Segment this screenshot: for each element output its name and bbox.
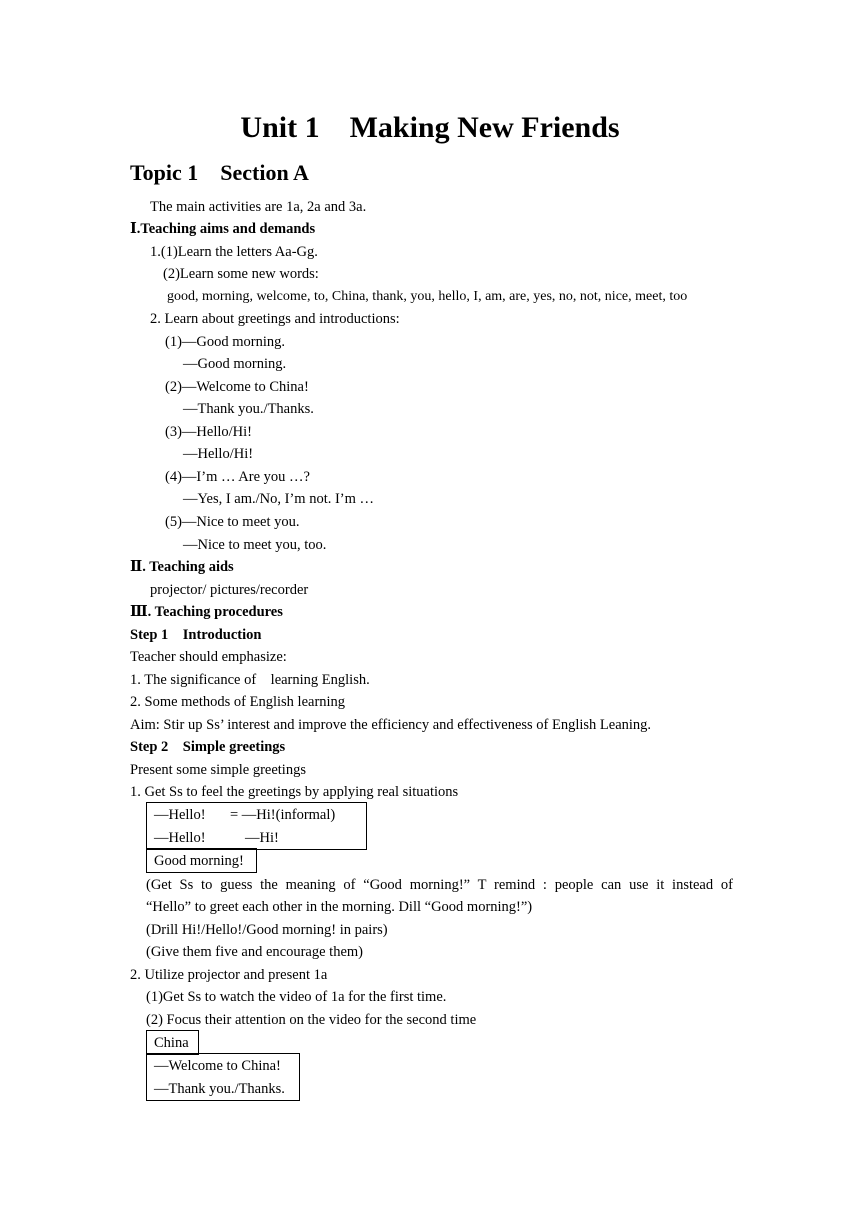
guess-line-1: (Get Ss to guess the meaning of “Good morning!” T remind : people can use it instead of <box>146 877 733 893</box>
aids-content: projector/ pictures/recorder <box>150 582 309 598</box>
dialog-1-answer: —Good morning. <box>183 356 287 372</box>
step1-line: 1. The significance of learning English. <box>130 672 370 688</box>
aims-item-1-2: (2)Learn some new words: <box>163 266 319 282</box>
dialog-4-question: (4)—I’m … Are you …? <box>165 469 310 485</box>
step2-item-2: 2. Utilize projector and present 1a <box>130 967 328 983</box>
dialog-3-answer: —Hello/Hi! <box>183 446 254 462</box>
china-box-text: China <box>154 1035 189 1051</box>
dialog-1-question: (1)—Good morning. <box>165 334 286 350</box>
give-five-line: (Give them five and encourage them) <box>146 944 364 960</box>
welcome-box-line-1: —Welcome to China! <box>154 1058 281 1074</box>
aims-item-1-1: 1.(1)Learn the letters Aa-Gg. <box>150 244 318 260</box>
step1-aim: Aim: Stir up Ss’ interest and improve the efficiency and effectiveness of English Leaning. <box>130 717 652 733</box>
procedures-heading: Ⅲ. Teaching procedures <box>130 604 283 620</box>
greeting-box-row2-mid: —Hi! <box>245 830 279 846</box>
dialog-4-answer: —Yes, I am./No, I’m not. I’m … <box>183 491 375 507</box>
step2-present: Present some simple greetings <box>130 762 306 778</box>
new-words-list: good, morning, welcome, to, China, thank, you, hello, I, am, are, yes, no, not, nice, meet, too <box>167 289 688 304</box>
greeting-box-row1-mid: = —Hi!(informal) <box>230 807 336 823</box>
step1-line: Teacher should emphasize: <box>130 649 287 665</box>
step2-item-2-1: (1)Get Ss to watch the video of 1a for the first time. <box>146 989 447 1005</box>
section-subtitle: Topic 1 Section A <box>130 160 309 185</box>
step2-item-2-2: (2) Focus their attention on the video for the second time <box>146 1012 477 1028</box>
step2-item-1: 1. Get Ss to feel the greetings by applying real situations <box>130 784 459 800</box>
dialog-2-question: (2)—Welcome to China! <box>165 379 309 395</box>
dialog-5-answer: —Nice to meet you, too. <box>183 537 327 553</box>
drill-line: (Drill Hi!/Hello!/Good morning! in pairs) <box>146 922 388 938</box>
intro-text: The main activities are 1a, 2a and 3a. <box>150 199 367 215</box>
guess-line-2: “Hello” to greet each other in the morning. Dill “Good morning!”) <box>146 899 533 915</box>
aims-item-2: 2. Learn about greetings and introductions: <box>150 311 400 327</box>
dialog-5-question: (5)—Nice to meet you. <box>165 514 300 530</box>
step1-heading: Step 1 Introduction <box>130 627 262 643</box>
greeting-box-row2-left: —Hello! <box>154 830 206 846</box>
welcome-box-line-2: —Thank you./Thanks. <box>154 1081 285 1097</box>
dialog-3-question: (3)—Hello/Hi! <box>165 424 252 440</box>
good-morning-box-text: Good morning! <box>154 853 244 869</box>
aims-heading: Ⅰ.Teaching aims and demands <box>130 221 316 237</box>
greeting-box-row1-left: —Hello! <box>154 807 206 823</box>
aids-heading: Ⅱ. Teaching aids <box>130 559 234 575</box>
dialog-2-answer: —Thank you./Thanks. <box>183 401 314 417</box>
document-title: Unit 1 Making New Friends <box>240 111 620 144</box>
step1-line: 2. Some methods of English learning <box>130 694 346 710</box>
step2-heading: Step 2 Simple greetings <box>130 739 286 755</box>
